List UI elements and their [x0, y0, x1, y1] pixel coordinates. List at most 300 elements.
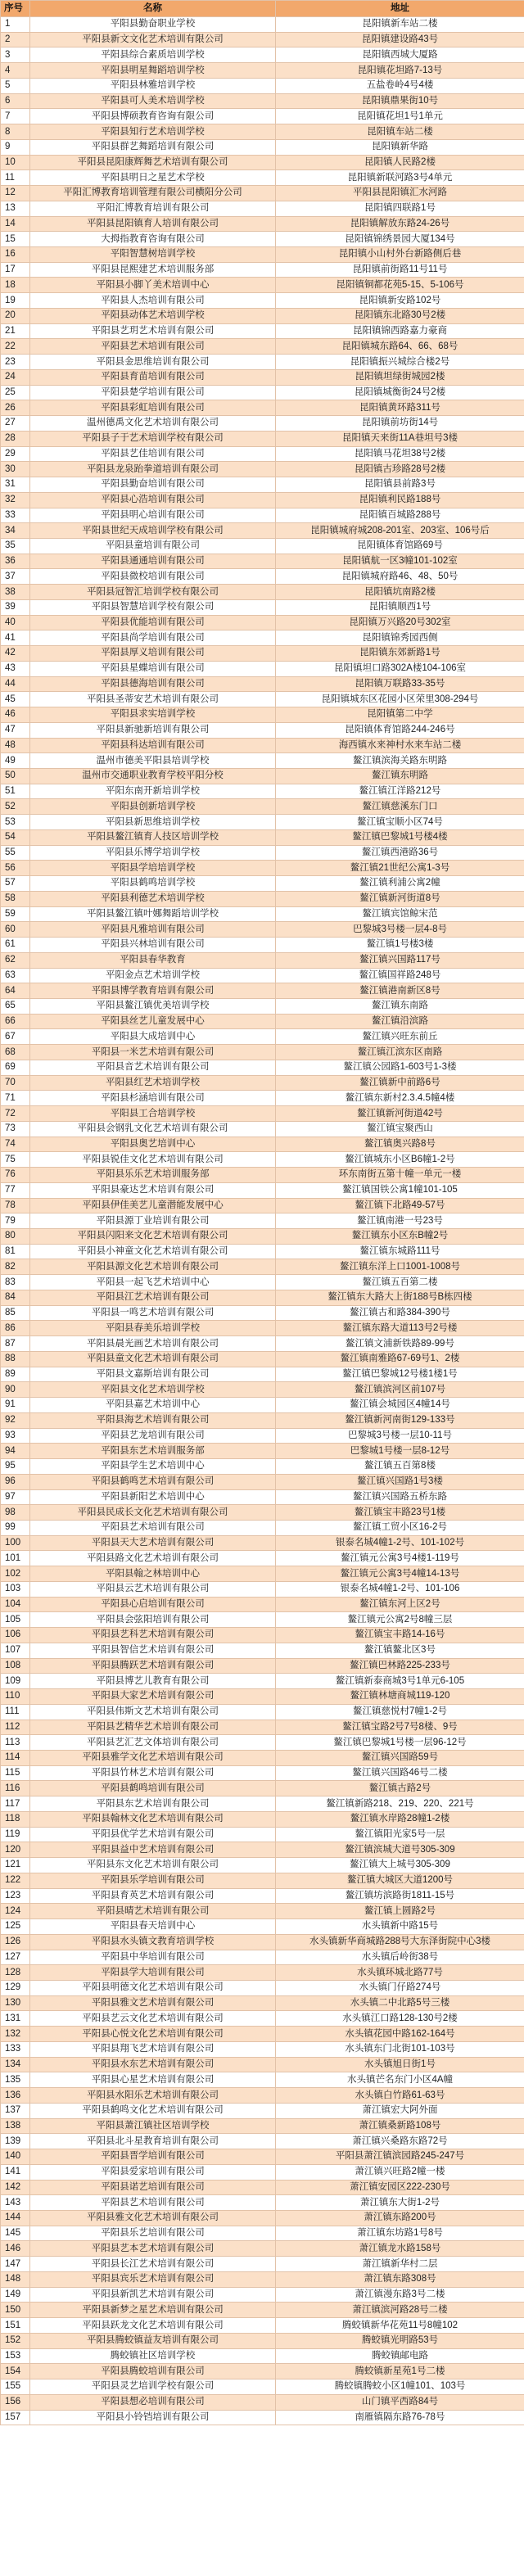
school-name: 平阳汇博教育培训有限公司: [30, 201, 276, 216]
row-index: 15: [1, 232, 30, 247]
row-index: 117: [1, 1796, 30, 1812]
school-name: 平阳县楚学培训有限公司: [30, 385, 276, 400]
school-address: 鳌江镇东小区东B幢2号: [276, 1229, 524, 1245]
table-row: [1, 355, 524, 370]
school-name: 平阳县综合素质培训学校: [30, 47, 276, 63]
header-address: 地址: [276, 1, 524, 17]
row-index: 38: [1, 585, 30, 600]
row-index: 27: [1, 416, 30, 432]
row-index: 43: [1, 661, 30, 676]
row-index: 52: [1, 799, 30, 815]
table-row: [1, 1045, 524, 1060]
row-index: 151: [1, 2318, 30, 2334]
table-row: [1, 1305, 524, 1321]
school-address: 昆阳镇东郊新路1号: [276, 646, 524, 662]
table-row: [1, 1321, 524, 1336]
school-name: 平阳县学大培训有限公司: [30, 1965, 276, 1981]
header-name: 名称: [30, 1, 276, 17]
table-row: [1, 1950, 524, 1965]
school-name: 平阳县通通培训有限公司: [30, 554, 276, 569]
table-row: [1, 232, 524, 247]
table-row: [1, 1213, 524, 1229]
table-row: [1, 1336, 524, 1352]
table-row: [1, 2348, 524, 2364]
row-index: 99: [1, 1520, 30, 1535]
school-address: 昆阳镇建设路43号: [276, 32, 524, 47]
table-row: [1, 109, 524, 124]
school-address: 鳌江镇南港一号23号: [276, 1213, 524, 1229]
row-index: 56: [1, 861, 30, 876]
school-name: 平阳县腾跃艺术培训有限公司: [30, 1658, 276, 1674]
school-name: 平阳县丝艺儿童发展中心: [30, 1014, 276, 1029]
school-address: 昆阳镇四联路1号: [276, 201, 524, 216]
school-name: 平阳县江艺术培训有限公司: [30, 1290, 276, 1305]
row-index: 66: [1, 1014, 30, 1029]
school-address: 萧江镇安园区222-230号: [276, 2180, 524, 2195]
school-name: 平阳县明德文化艺术培训有限公司: [30, 1981, 276, 1996]
row-index: 57: [1, 876, 30, 892]
table-row: [1, 523, 524, 539]
table-row: [1, 2180, 524, 2195]
school-address: 昆阳镇万兴路20号302室: [276, 615, 524, 630]
school-name: 平阳县心悦文化艺术培训有限公司: [30, 2027, 276, 2042]
row-index: 71: [1, 1091, 30, 1106]
table-row: [1, 492, 524, 508]
row-index: 39: [1, 599, 30, 615]
school-name: 平阳县童文化艺术培训有限公司: [30, 1351, 276, 1367]
school-name: 平阳县想必培训有限公司: [30, 2394, 276, 2410]
table-row: [1, 1474, 524, 1489]
school-name: 平阳县林雅培训学校: [30, 78, 276, 93]
row-index: 157: [1, 2410, 30, 2425]
school-name: 平阳县伊佳美艺儿童潜能发展中心: [30, 1198, 276, 1213]
table-row: [1, 1259, 524, 1275]
table-row: [1, 2027, 524, 2042]
school-address: 鳌江镇会城园区4幢14号: [276, 1398, 524, 1413]
table-row: [1, 2241, 524, 2257]
row-index: 129: [1, 1981, 30, 1996]
row-index: 51: [1, 784, 30, 799]
school-address: 鳌江镇巴林路225-233号: [276, 1658, 524, 1674]
table-row: [1, 78, 524, 93]
school-name: 平阳县可人美术培训学校: [30, 93, 276, 109]
table-row: [1, 416, 524, 432]
school-address: 昆阳镇花坦1号1单元: [276, 109, 524, 124]
school-name: 平阳县艺术培训有限公司: [30, 339, 276, 355]
school-address: 鳌江镇兴旺东前丘: [276, 1029, 524, 1045]
row-index: 122: [1, 1873, 30, 1888]
table-row: [1, 1781, 524, 1796]
table-row: [1, 1198, 524, 1213]
school-address: 水头镇东门北街101-103号: [276, 2041, 524, 2057]
school-address: 鳌江镇滨河区前107号: [276, 1382, 524, 1398]
school-address: 水头镇后岭街38号: [276, 1950, 524, 1965]
row-index: 93: [1, 1428, 30, 1444]
school-name: 平阳县学生艺术培训中心: [30, 1459, 276, 1475]
school-name: 平阳县乐艺培训有限公司: [30, 2226, 276, 2241]
table-row: [1, 400, 524, 416]
school-address: 昆阳镇百城路288号: [276, 508, 524, 523]
table-row: [1, 1168, 524, 1183]
school-address: 昆阳镇锦西路嘉力豪商: [276, 323, 524, 339]
row-index: 45: [1, 692, 30, 707]
table-row: [1, 615, 524, 630]
row-index: 141: [1, 2164, 30, 2180]
row-index: 101: [1, 1551, 30, 1566]
school-address: 鳌江镇东新村2.3.4.5幢4楼: [276, 1091, 524, 1106]
school-address: 鳌江镇元公寓3号4楼1-119号: [276, 1551, 524, 1566]
school-address: 萧江镇东路200号: [276, 2211, 524, 2226]
row-index: 65: [1, 999, 30, 1015]
table-row: [1, 63, 524, 79]
table-row: [1, 1520, 524, 1535]
school-name: 平阳县凡雅培训有限公司: [30, 922, 276, 938]
school-name: 平阳县勤奋培训有限公司: [30, 477, 276, 493]
school-address: 鳌江镇慈溪东门口: [276, 799, 524, 815]
school-name: 平阳县艺佳培训有限公司: [30, 446, 276, 462]
row-index: 148: [1, 2271, 30, 2287]
school-address: 鳌江镇下北路49-57号: [276, 1198, 524, 1213]
school-address: 鳌江镇巴黎城12号楼1楼1号: [276, 1367, 524, 1382]
table-row: [1, 1106, 524, 1122]
table-row: [1, 722, 524, 738]
school-address: 昆阳镇坑南路2楼: [276, 585, 524, 600]
school-address: 腾蛟镇新华花苑11号8幢102: [276, 2318, 524, 2334]
table-row: [1, 2195, 524, 2211]
table-row: [1, 2149, 524, 2165]
school-address: 鳌江镇滨城大道号305-309: [276, 1842, 524, 1858]
row-index: 91: [1, 1398, 30, 1413]
table-row: [1, 369, 524, 385]
row-index: 26: [1, 400, 30, 416]
school-address: 海西镇水来神村水来车站二楼: [276, 738, 524, 753]
table-row: [1, 1459, 524, 1475]
school-name: 平阳县星蝶培训有限公司: [30, 661, 276, 676]
school-name: 平阳县科达培训有限公司: [30, 738, 276, 753]
school-name: 温州市德美平阳县培训学校: [30, 753, 276, 769]
school-address: 腾蛟镇腾蛟小区1幢101、103号: [276, 2379, 524, 2395]
row-index: 118: [1, 1811, 30, 1827]
row-index: 28: [1, 431, 30, 446]
table-row: [1, 1628, 524, 1643]
school-name: 平阳县鹤鸣艺术培训有限公司: [30, 1474, 276, 1489]
school-address: 昆阳镇马花坦38号2楼: [276, 446, 524, 462]
school-address: 鳌江镇文浦新铁路89-99号: [276, 1336, 524, 1352]
school-address: 鳌江镇国祥路248号: [276, 968, 524, 983]
row-index: 78: [1, 1198, 30, 1213]
row-index: 31: [1, 477, 30, 493]
school-name: 平阳县宾乐艺术培训有限公司: [30, 2271, 276, 2287]
school-name: 平阳县水头镇文教育培训学校: [30, 1934, 276, 1950]
school-address: 昆阳镇前街路11号11号: [276, 262, 524, 278]
school-address: 鳌江镇兴国路117号: [276, 952, 524, 968]
school-address: 腾蛟镇邮电路: [276, 2348, 524, 2364]
table-row: [1, 1888, 524, 1904]
row-index: 89: [1, 1367, 30, 1382]
school-address: 昆阳镇黄环路311号: [276, 400, 524, 416]
table-row: [1, 2257, 524, 2272]
row-index: 10: [1, 155, 30, 170]
table-row: [1, 1873, 524, 1888]
school-address: 鳌江镇宝丰路23号1楼: [276, 1505, 524, 1521]
school-name: 平阳县乐乐艺术培训服务部: [30, 1168, 276, 1183]
school-name: 平阳县艺云文化艺术培训有限公司: [30, 2011, 276, 2027]
table-row: [1, 1566, 524, 1582]
table-row: [1, 339, 524, 355]
row-index: 19: [1, 293, 30, 309]
school-name: 平阳县鳌江镇优美培训学校: [30, 999, 276, 1015]
school-address: 昆阳镇锦绣景园大厦134号: [276, 232, 524, 247]
table-header-row: [1, 1, 524, 17]
table-row: [1, 308, 524, 323]
row-index: 59: [1, 906, 30, 922]
school-address: 鳌江镇阳光家5号一层: [276, 1827, 524, 1842]
table-row: [1, 983, 524, 999]
school-name: 平阳县文化艺术培训学校: [30, 1382, 276, 1398]
school-name: 平阳县小神童文化艺术培训有限公司: [30, 1244, 276, 1259]
table-row: [1, 1765, 524, 1781]
school-address: 鳌江镇新河街道42号: [276, 1106, 524, 1122]
row-index: 55: [1, 845, 30, 861]
table-row: [1, 799, 524, 815]
school-address: 萧江镇漫东路3号二楼: [276, 2287, 524, 2303]
row-index: 48: [1, 738, 30, 753]
school-address: 鳌江镇新泰商城3号1单元6-105: [276, 1674, 524, 1689]
school-name: 平阳县艺龙培训有限公司: [30, 1428, 276, 1444]
school-name: 平阳县博艺儿教育有限公司: [30, 1674, 276, 1689]
row-index: 130: [1, 1995, 30, 2011]
school-address: 鳌江镇东城路111号: [276, 1244, 524, 1259]
school-name: 平阳县冠智汇培训学校有限公司: [30, 585, 276, 600]
school-name: 平阳县学培培训学校: [30, 861, 276, 876]
table-row: [1, 1904, 524, 1919]
table-row: [1, 323, 524, 339]
school-address: 萧江镇龙水路158号: [276, 2241, 524, 2257]
school-address: 水头镇新中路15号: [276, 1919, 524, 1935]
school-address: 鳌江镇滨海关路东明路: [276, 753, 524, 769]
school-name: 平阳县小铃铛培训有限公司: [30, 2410, 276, 2425]
school-name: 平阳县锐佳文化艺术培训有限公司: [30, 1152, 276, 1168]
row-index: 143: [1, 2195, 30, 2211]
school-address: 巴黎城3号楼一层10-11号: [276, 1428, 524, 1444]
row-index: 81: [1, 1244, 30, 1259]
school-address: 鳌江镇国铁公寓1幢101-105: [276, 1182, 524, 1198]
school-name: 平阳县明星舞蹈培训学校: [30, 63, 276, 79]
row-index: 84: [1, 1290, 30, 1305]
school-address: 萧江镇新华村二层: [276, 2257, 524, 2272]
row-index: 22: [1, 339, 30, 355]
table-row: [1, 1367, 524, 1382]
row-index: 41: [1, 630, 30, 646]
school-address: 昆阳镇航一区3幢101-102室: [276, 554, 524, 569]
row-index: 83: [1, 1275, 30, 1290]
school-name: 平阳县子于艺术培训学校有限公司: [30, 431, 276, 446]
school-address: 鳌江镇1号楼3楼: [276, 938, 524, 953]
row-index: 67: [1, 1029, 30, 1045]
row-index: 144: [1, 2211, 30, 2226]
row-index: 35: [1, 538, 30, 554]
row-index: 11: [1, 170, 30, 186]
school-name: 平阳县长江艺术培训有限公司: [30, 2257, 276, 2272]
school-address: 腾蛟镇新星苑1号二楼: [276, 2364, 524, 2379]
school-address: 昆阳镇城东区花园小区荣里308-294号: [276, 692, 524, 707]
school-name: 平阳县红艺术培训学校: [30, 1075, 276, 1091]
row-index: 70: [1, 1075, 30, 1091]
school-address: 巴黎城1号楼一层8-12号: [276, 1444, 524, 1459]
table-row: [1, 2118, 524, 2134]
school-address: 鳌江镇鳌北区3号: [276, 1643, 524, 1658]
row-index: 125: [1, 1919, 30, 1935]
table-row: [1, 1981, 524, 1996]
table-row: [1, 170, 524, 186]
table-row: [1, 1612, 524, 1628]
table-row: [1, 1121, 524, 1137]
row-index: 36: [1, 554, 30, 569]
school-name: 平阳县优学艺术培训有限公司: [30, 1827, 276, 1842]
table-row: [1, 1597, 524, 1612]
table-row: [1, 829, 524, 845]
school-name: 平阳县春天培训中心: [30, 1919, 276, 1935]
row-index: 149: [1, 2287, 30, 2303]
table-row: [1, 17, 524, 33]
row-index: 95: [1, 1459, 30, 1475]
table-row: [1, 2041, 524, 2057]
school-name: 平阳县会钢乳文化艺术培训有限公司: [30, 1121, 276, 1137]
school-name: 平阳县新阳艺术培训中心: [30, 1489, 276, 1505]
school-address: 水头镇花园中路162-164号: [276, 2027, 524, 2042]
table-row: [1, 1535, 524, 1551]
school-name: 平阳县勤奋职业学校: [30, 17, 276, 33]
table-row: [1, 2011, 524, 2027]
table-row: [1, 1290, 524, 1305]
school-address: 昆阳镇新安路102号: [276, 293, 524, 309]
school-address: 鳌江镇江滨东区南路: [276, 1045, 524, 1060]
row-index: 9: [1, 139, 30, 155]
school-address: 鳌江镇宝丰路14-16号: [276, 1628, 524, 1643]
school-address: 昆阳镇坦绿街城园2楼: [276, 369, 524, 385]
row-index: 25: [1, 385, 30, 400]
row-index: 115: [1, 1765, 30, 1781]
table-row: [1, 630, 524, 646]
school-name: 腾蛟镇社区培训学校: [30, 2348, 276, 2364]
school-address: 平阳县萧江镇滨园路245-247号: [276, 2149, 524, 2165]
table-row: [1, 1275, 524, 1290]
table-row: [1, 1674, 524, 1689]
row-index: 58: [1, 891, 30, 906]
row-index: 102: [1, 1566, 30, 1582]
row-index: 126: [1, 1934, 30, 1950]
table-row: [1, 1152, 524, 1168]
school-name: 平阳县翔飞艺术培训有限公司: [30, 2041, 276, 2057]
row-index: 145: [1, 2226, 30, 2241]
table-row: [1, 538, 524, 554]
school-name: 平阳县童培训有限公司: [30, 538, 276, 554]
school-name: 平阳县腾蛟培训有限公司: [30, 2364, 276, 2379]
table-row: [1, 1919, 524, 1935]
school-address: 昆阳镇振兴城综合楼2号: [276, 355, 524, 370]
school-address: 水头镇二中北路5号三楼: [276, 1995, 524, 2011]
school-name: 平阳县金思维培训有限公司: [30, 355, 276, 370]
table-row: [1, 1643, 524, 1658]
row-index: 60: [1, 922, 30, 938]
school-address: 昆阳镇锦秀园西侧: [276, 630, 524, 646]
row-index: 7: [1, 109, 30, 124]
table-row: [1, 646, 524, 662]
table-row: [1, 1489, 524, 1505]
row-index: 3: [1, 47, 30, 63]
school-address: 昆阳镇利民路188号: [276, 492, 524, 508]
row-index: 79: [1, 1213, 30, 1229]
school-name: 平阳县创新培训学校: [30, 799, 276, 815]
school-name: 平阳县博学教育培训有限公司: [30, 983, 276, 999]
table-row: [1, 569, 524, 585]
school-address: 昆阳镇古珍路28号2楼: [276, 462, 524, 477]
school-name: 平阳县闪阳来文化艺术培训有限公司: [30, 1229, 276, 1245]
school-address: 水头镇新华商城路288号大东泽街院中心3楼: [276, 1934, 524, 1950]
row-index: 90: [1, 1382, 30, 1398]
school-name: 平阳县东艺术培训服务部: [30, 1444, 276, 1459]
row-index: 17: [1, 262, 30, 278]
table-row: [1, 692, 524, 707]
school-name: 平阳县跃龙文化艺术培训有限公司: [30, 2318, 276, 2334]
table-row: [1, 1842, 524, 1858]
school-name: 平阳县灵艺培训学校有限公司: [30, 2379, 276, 2395]
row-index: 46: [1, 707, 30, 723]
row-index: 62: [1, 952, 30, 968]
table-row: [1, 1811, 524, 1827]
school-address: 昆阳镇新联河路3号4单元: [276, 170, 524, 186]
table-row: [1, 155, 524, 170]
school-name: 平阳县昆阳康辉舞艺术培训有限公司: [30, 155, 276, 170]
row-index: 47: [1, 722, 30, 738]
table-row: [1, 1995, 524, 2011]
table-row: [1, 968, 524, 983]
school-address: 昆阳镇鼎果街10号: [276, 93, 524, 109]
row-index: 82: [1, 1259, 30, 1275]
school-address: 鳌江镇五百第二楼: [276, 1275, 524, 1290]
school-address: 萧江镇兴旺路2幢一楼: [276, 2164, 524, 2180]
school-name: 平阳县竹林艺术培训有限公司: [30, 1765, 276, 1781]
table-row: [1, 462, 524, 477]
row-index: 76: [1, 1168, 30, 1183]
table-row: [1, 876, 524, 892]
table-row: [1, 385, 524, 400]
school-name: 平阳县知行艺术培训学校: [30, 124, 276, 140]
school-address: 昆阳镇东北路30号2楼: [276, 308, 524, 323]
school-address: 萧江镇东坊路1号8号: [276, 2226, 524, 2241]
school-address: 鳌江镇沿滨路: [276, 1014, 524, 1029]
row-index: 111: [1, 1704, 30, 1720]
table-row: [1, 707, 524, 723]
school-name: 平阳县育苗培训有限公司: [30, 369, 276, 385]
school-address: 鳌江镇坊滨路街1811-15号: [276, 1888, 524, 1904]
school-address: 昆阳镇天来街11A巷坦号3楼: [276, 431, 524, 446]
table-row: [1, 2364, 524, 2379]
row-index: 127: [1, 1950, 30, 1965]
school-name: 平阳县求实培训学校: [30, 707, 276, 723]
school-name: 平阳县鹤鸣文化艺术培训有限公司: [30, 2103, 276, 2118]
school-address: 银泰名城4幢1-2号、101-106: [276, 1581, 524, 1597]
header-index: 序号: [1, 1, 30, 17]
row-index: 137: [1, 2103, 30, 2118]
table-row: [1, 1412, 524, 1428]
row-index: 87: [1, 1336, 30, 1352]
school-address: 鳌江镇林塘商城119-120: [276, 1689, 524, 1705]
table-row: [1, 124, 524, 140]
school-name: 平阳县春美乐培训学校: [30, 1321, 276, 1336]
row-index: 132: [1, 2027, 30, 2042]
school-address: 萧江镇东路308号: [276, 2271, 524, 2287]
